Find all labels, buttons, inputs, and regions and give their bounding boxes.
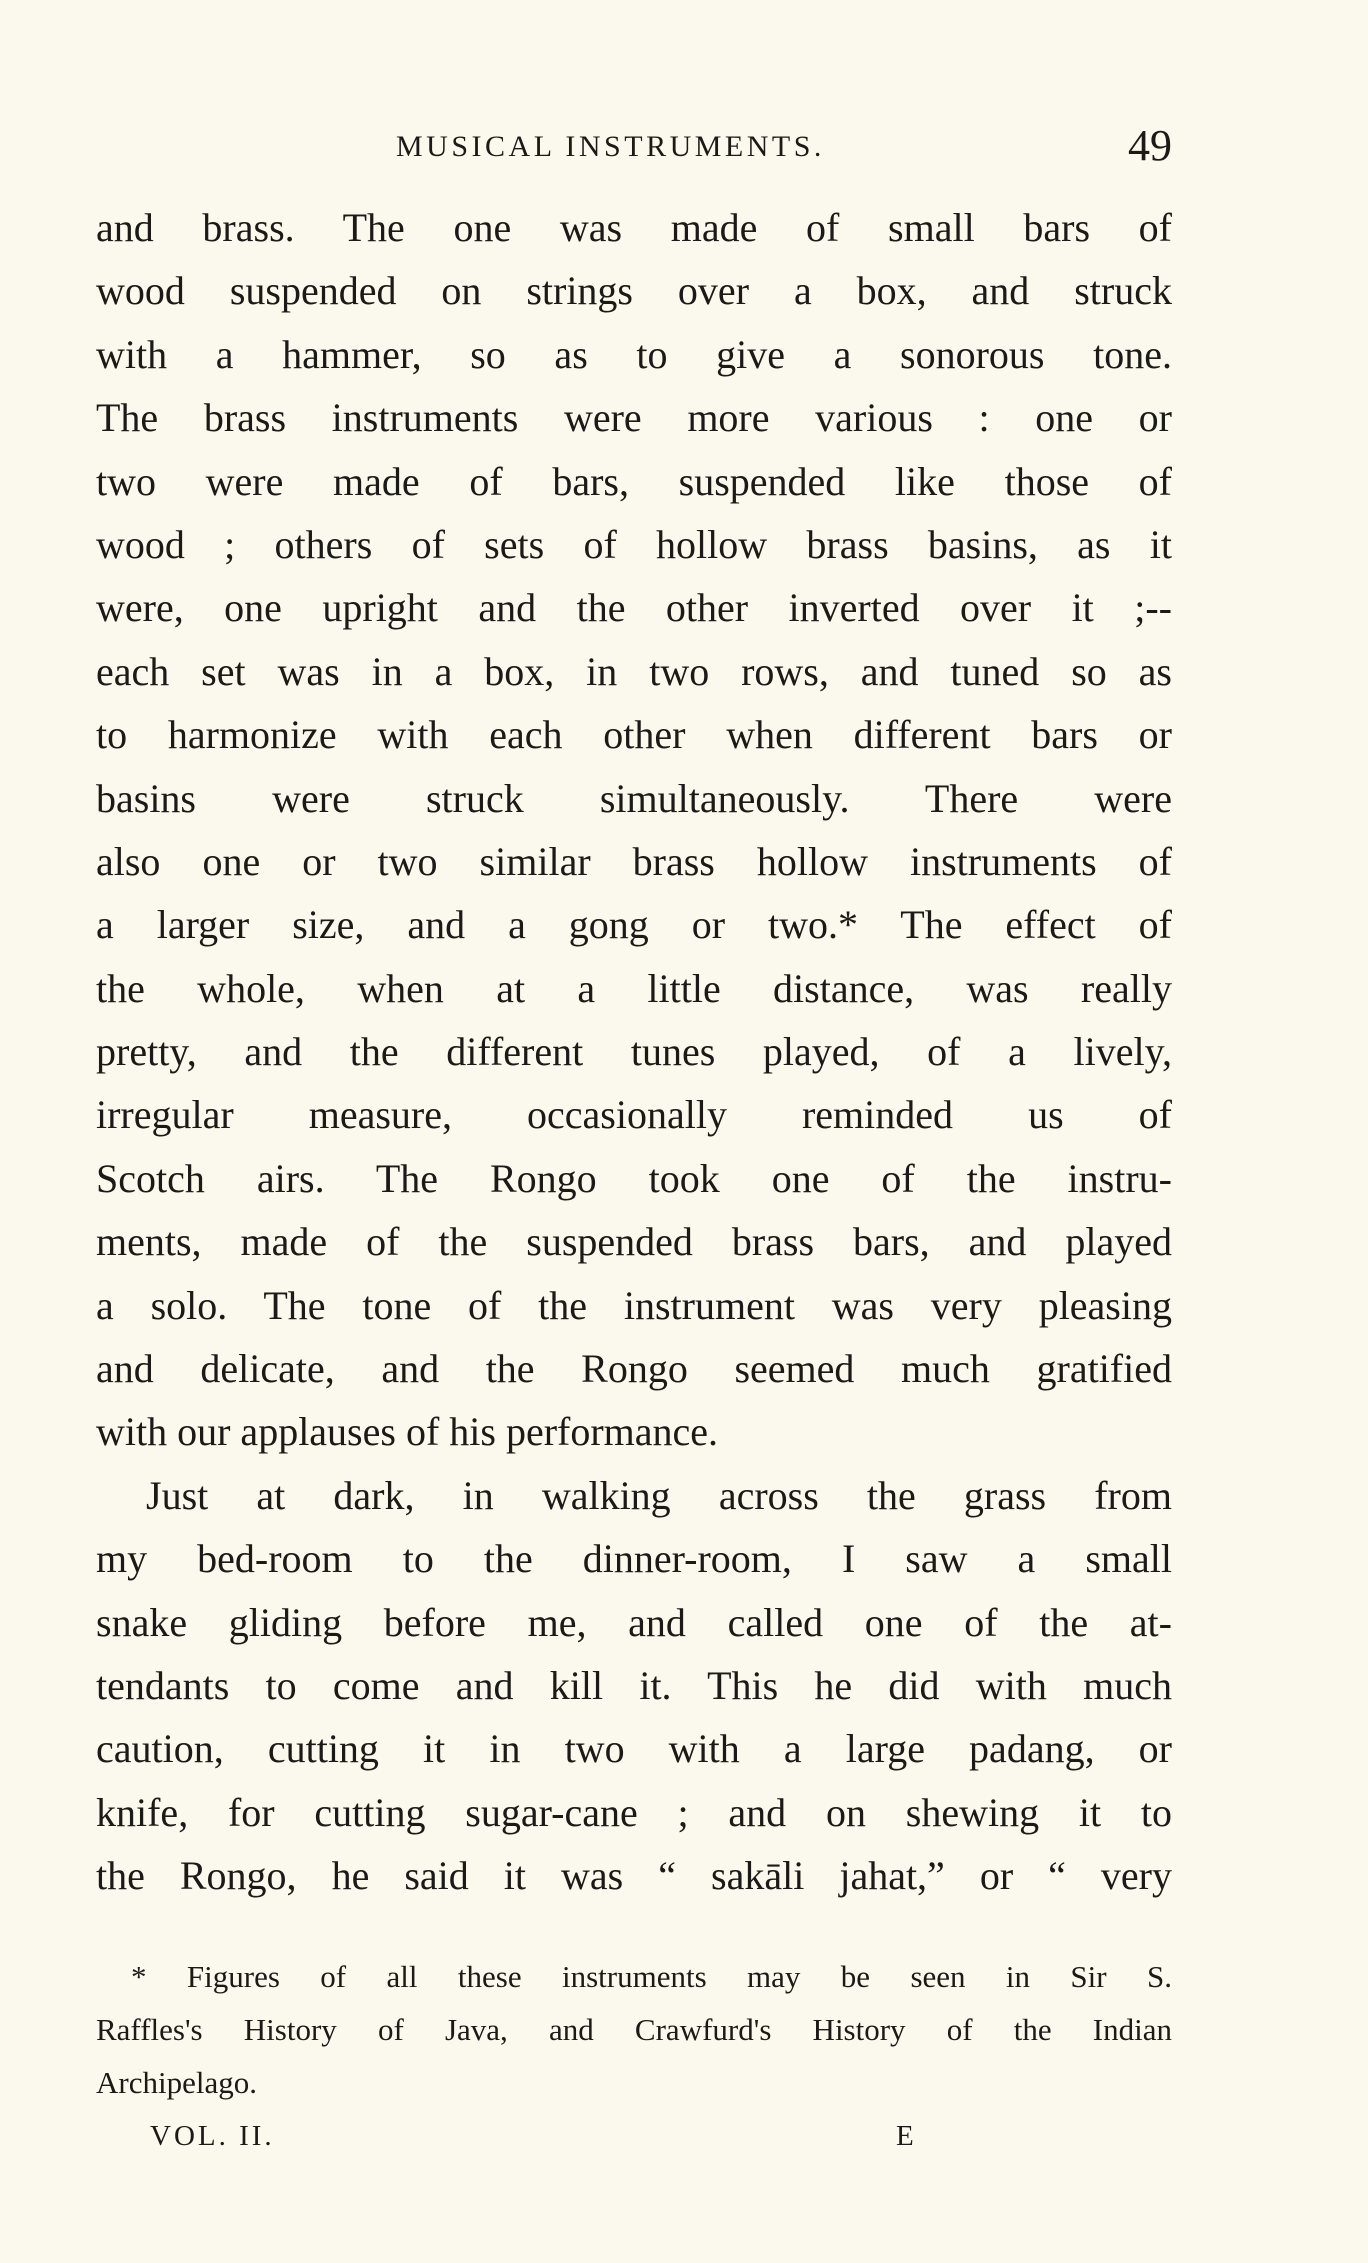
text-line: Just at dark, in walking across the grass from [146, 1472, 1172, 1518]
text-line: with a hammer, so as to give a sonorous tone. [96, 331, 1172, 377]
text-line: irregular measure, occasionally reminded us of [96, 1092, 1172, 1138]
text-line: were, one upright and the other inverted over it ;-- [96, 585, 1172, 631]
text-line: tendants to come and kill it. This he did with much [96, 1662, 1172, 1708]
text-line: a larger size, and a gong or two.* The effect of [96, 902, 1172, 948]
volume-label: VOL. II. [150, 2120, 275, 2152]
page-header [96, 120, 1172, 170]
text-line: also one or two similar brass hollow instruments of [96, 838, 1172, 884]
text-line: snake gliding before me, and called one of the at- [96, 1599, 1172, 1645]
text-line: to harmonize with each other when different bars or [96, 712, 1172, 758]
footnote-line: Archipelago. [96, 2065, 257, 2100]
text-line: caution, cutting it in two with a large padang, or [96, 1726, 1172, 1772]
text-line: the whole, when at a little distance, was really [96, 965, 1172, 1011]
footnote-line: Raffles's History of Java, and Crawfurd's History of the Indian [96, 2012, 1172, 2047]
text-line: knife, for cutting sugar-cane ; and on shewing it to [96, 1789, 1172, 1835]
text-line: ments, made of the suspended brass bars, and played [96, 1219, 1172, 1265]
text-line: wood suspended on strings over a box, and struck [96, 268, 1172, 314]
text-line: The brass instruments were more various : one or [96, 395, 1172, 441]
page-number: 49 [1128, 121, 1172, 170]
page-footer [96, 2120, 1172, 2170]
text-line: each set was in a box, in two rows, and tuned so as [96, 648, 1172, 694]
body-text [96, 196, 1172, 1908]
running-head: MUSICAL INSTRUMENTS. [396, 130, 825, 163]
footnote-line: * Figures of all these instruments may be seen in Sir S. [131, 1959, 1172, 1994]
text-line: and brass. The one was made of small bars of [96, 205, 1172, 250]
text-line: Scotch airs. The Rongo took one of the instru- [96, 1155, 1172, 1201]
text-line: pretty, and the different tunes played, of a lively, [96, 1029, 1172, 1075]
text-line: and delicate, and the Rongo seemed much gratified [96, 1346, 1172, 1392]
text-line: my bed-room to the dinner-room, I saw a small [96, 1536, 1172, 1582]
text-line: with our applauses of his performance. [96, 1409, 719, 1455]
footnote [96, 1950, 1172, 2109]
text-line: two were made of bars, suspended like those of [96, 458, 1172, 504]
text-line: the Rongo, he said it was “ sakāli jahat,” or “ very [96, 1853, 1172, 1899]
text-line: a solo. The tone of the instrument was very pleasing [96, 1282, 1172, 1328]
signature-mark: E [896, 2120, 917, 2152]
text-line: basins were struck simultaneously. There were [96, 775, 1172, 821]
text-line: wood ; others of sets of hollow brass basins, as it [96, 521, 1172, 567]
